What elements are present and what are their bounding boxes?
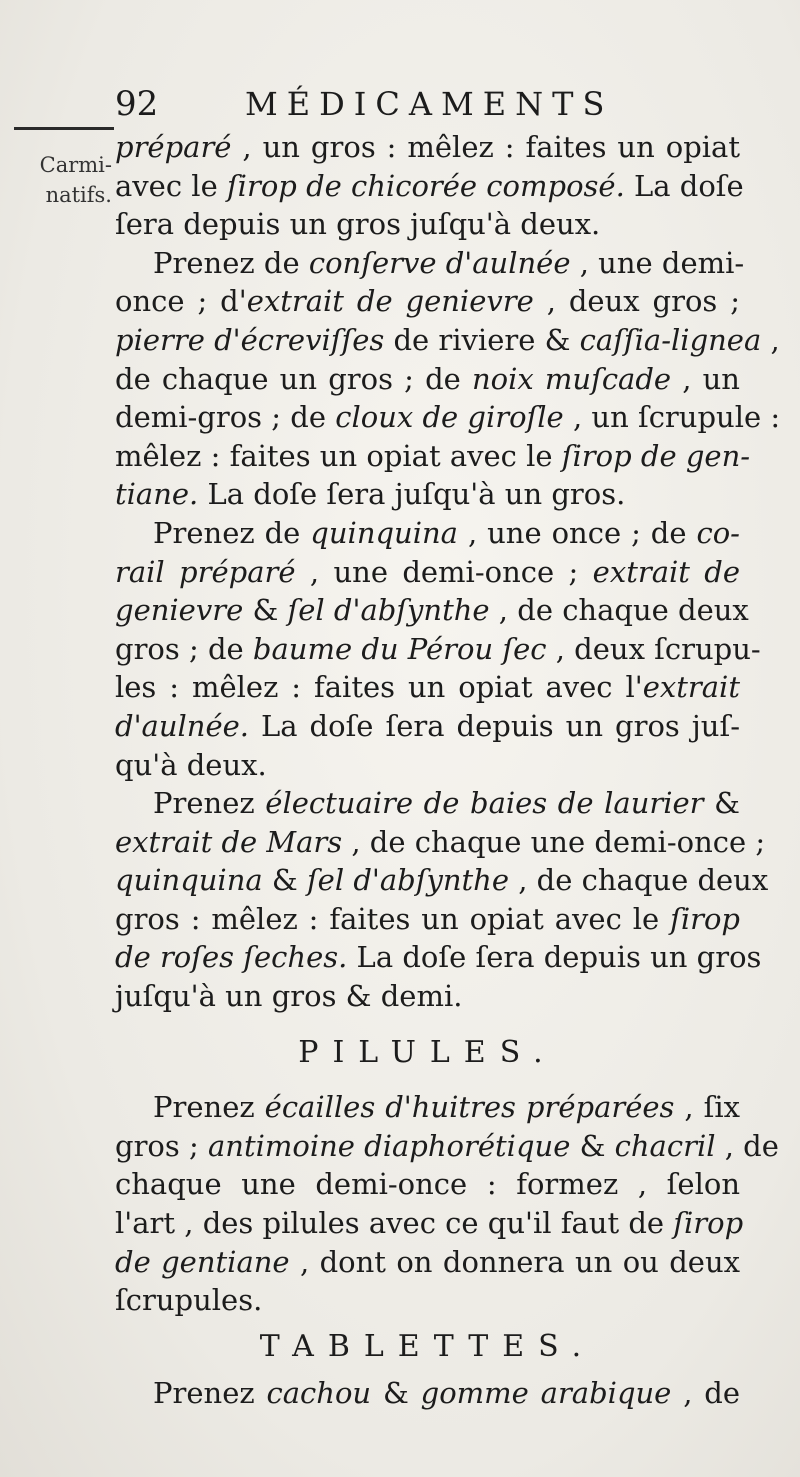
text-run: gros ; de (115, 631, 253, 666)
text-run: , un (671, 361, 740, 396)
text-line (115, 1374, 740, 1413)
italic-term: cloux de giroſle (335, 400, 564, 435)
italic-term: ſirop (673, 1206, 744, 1241)
text-run: juſqu'à un gros & demi. (115, 979, 463, 1014)
italic-term: écailles d'huitres préparées (264, 1090, 675, 1125)
text-line (115, 1165, 740, 1204)
text-run: qu'à deux. (115, 747, 267, 782)
margin-note (0, 150, 112, 210)
text-line (115, 475, 740, 514)
italic-term: caſſia-lignea (579, 322, 762, 357)
text-line (115, 553, 740, 592)
italic-term: extrait de Mars (115, 824, 343, 859)
italic-term: noix muſcade (471, 361, 672, 396)
text-line (115, 437, 751, 476)
text-run: de riviere & (384, 322, 580, 357)
text-line (115, 1088, 740, 1127)
text-run: , de chaque deux (489, 593, 749, 628)
italic-term: extrait de (592, 554, 741, 589)
italic-term: extrait de genievre (246, 284, 534, 319)
paragraph (115, 514, 761, 784)
paragraph (115, 1374, 740, 1413)
running-head: MÉDICAMENTS (245, 85, 614, 123)
page-header (115, 80, 635, 130)
text-run: & (703, 786, 740, 821)
italic-term: préparé (115, 130, 232, 164)
text-run: chaque une demi-once : formez , ſelon (115, 1167, 740, 1202)
italic-term: ſel d'abſynthe (306, 863, 510, 898)
italic-term: conſerve d'aulnée (308, 245, 571, 280)
text-run: & (371, 1376, 421, 1411)
margin-note-line: Carmi- (39, 153, 112, 177)
italic-term: ſirop de gen- (561, 438, 751, 473)
page-number: 92 (115, 84, 159, 124)
text-run: , deux ſcrupu- (546, 631, 761, 666)
italic-term: antimoine diaphorétique (207, 1128, 571, 1163)
text-line (115, 1281, 740, 1320)
italic-term: de gentiane (115, 1244, 290, 1279)
text-run: La doſe ſera depuis un gros juſ- (249, 708, 740, 743)
paragraph (115, 1088, 779, 1320)
text-line (115, 707, 740, 746)
italic-term: ſirop (670, 901, 740, 936)
text-run: , une demi- (570, 245, 745, 280)
text-run: La doſe ſera juſqu'à un gros. (198, 477, 626, 512)
text-line (115, 282, 740, 321)
text-run: avec le (115, 168, 227, 203)
italic-term: ſel d'abſynthe (287, 593, 490, 628)
text-run: , de (715, 1128, 779, 1163)
italic-term: électuaire de baies de laurier (265, 786, 704, 821)
text-run: once ; d' (115, 284, 247, 319)
italic-term: genievre (115, 593, 244, 628)
text-run: Prenez de (153, 245, 309, 280)
text-run: La doſe (624, 168, 744, 203)
text-line (115, 784, 740, 823)
text-line (115, 205, 740, 244)
text-line (115, 360, 740, 399)
text-run: , (761, 322, 780, 357)
text-run: , de chaque une demi-once ; (342, 824, 766, 859)
text-line (115, 244, 745, 283)
paragraph (115, 128, 744, 244)
text-run: , ſix (674, 1090, 740, 1125)
margin-rule (14, 127, 114, 130)
italic-term: de roſes ſeches. (115, 940, 348, 975)
text-run: La doſe ſera depuis un gros (347, 940, 762, 975)
text-run: & (243, 593, 288, 628)
text-line (115, 746, 740, 785)
text-run: & (570, 1128, 615, 1163)
text-run: , de chaque deux (509, 863, 769, 898)
text-run: , une demi-once ; (295, 554, 593, 589)
italic-term: cachou (266, 1376, 372, 1411)
text-line (115, 977, 740, 1016)
text-run: , une once ; de (457, 515, 697, 550)
text-run: gros : mêlez : faites un opiat avec le (115, 901, 671, 936)
text-line (115, 167, 744, 206)
text-run: , deux gros ; (533, 284, 740, 319)
text-run: Prenez (153, 1376, 267, 1411)
text-run: , dont on donnera un ou deux (289, 1244, 741, 1279)
section-title-pilules: PILULES. (298, 1034, 557, 1070)
italic-term: baume du Pérou ſec (252, 631, 547, 666)
text-run: , un gros : mêlez : faites un opiat (231, 130, 740, 164)
text-line (115, 1204, 744, 1243)
text-run: ſcrupules. (115, 1283, 263, 1318)
text-run: , un ſcrupule : (563, 400, 781, 435)
text-line (115, 1243, 740, 1282)
italic-term: rail préparé (115, 554, 296, 589)
text-run: & (262, 863, 307, 898)
italic-term: gomme arabique (420, 1376, 672, 1411)
text-run: ſera depuis un gros juſqu'à deux. (115, 207, 601, 242)
text-line (115, 668, 740, 707)
text-run: Prenez (153, 1090, 265, 1125)
text-run: les : mêlez : faites un opiat avec l' (115, 670, 643, 705)
text-run: l'art , des pilules avec ce qu'il faut de (115, 1206, 674, 1241)
text-line (115, 321, 780, 360)
section-title-tablettes: TABLETTES. (259, 1328, 596, 1364)
text-line (115, 128, 740, 167)
text-line (115, 938, 762, 977)
text-line (115, 630, 761, 669)
text-run: demi-gros ; de (115, 400, 336, 435)
text-run: , de (671, 1376, 740, 1411)
text-run: de chaque un gros ; de (115, 361, 472, 396)
italic-term: extrait (642, 670, 740, 705)
italic-term: chacril (614, 1128, 716, 1163)
body-text (115, 128, 781, 1413)
paragraph (115, 244, 781, 514)
italic-term: tiane. (115, 477, 199, 512)
italic-term: quinquina (310, 515, 458, 550)
text-line (115, 398, 781, 437)
text-run: gros ; (115, 1128, 208, 1163)
text-line (115, 900, 740, 939)
text-line (115, 861, 769, 900)
text-run: Prenez (153, 786, 266, 821)
text-run: Prenez de (153, 515, 311, 550)
italic-term: d'aulnée. (115, 708, 249, 743)
text-line (115, 591, 749, 630)
text-run: mêlez : faites un opiat avec le (115, 438, 562, 473)
text-line (115, 823, 766, 862)
italic-term: quinquina (115, 863, 263, 898)
italic-term: co- (696, 515, 740, 550)
italic-term: ſirop de chicorée composé. (226, 168, 625, 203)
margin-note-line: natifs. (45, 183, 112, 207)
italic-term: pierre d'écreviſſes (115, 322, 385, 357)
text-line (115, 1127, 779, 1166)
paragraph (115, 784, 769, 1016)
text-line (115, 514, 740, 553)
